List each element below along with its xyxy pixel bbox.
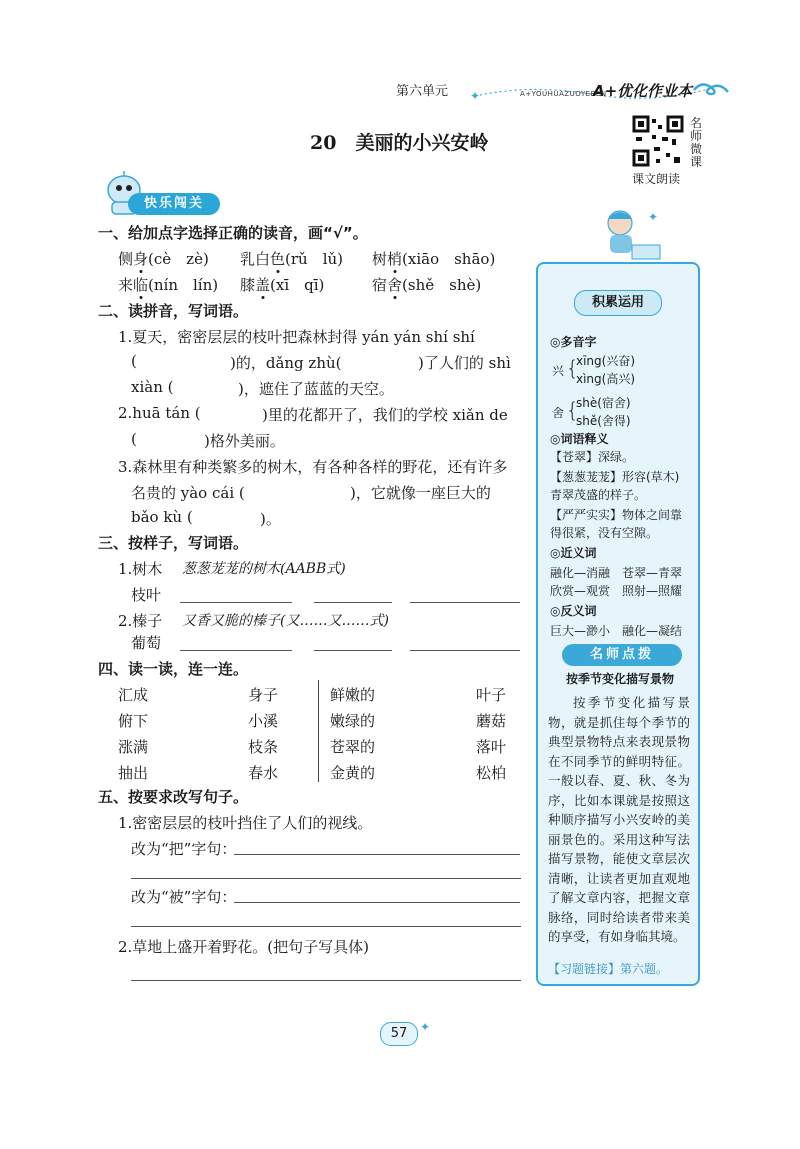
s1-heading: 一、给加点字选择正确的读音，画“√”。	[98, 224, 368, 242]
s1-item-1: 侧身(cè zè)	[118, 250, 209, 268]
section-badge: 快乐闯关	[128, 193, 220, 215]
column-divider	[318, 680, 319, 782]
sidebar-xing-char: 兴	[552, 364, 565, 378]
sidebar-duoyin: ◎多音字	[550, 335, 597, 349]
qr-code-icon[interactable]	[632, 115, 684, 167]
qr-side-text: 名师微课	[690, 116, 703, 169]
match-left-a-4[interactable]: 抽出	[118, 764, 149, 782]
answer-line[interactable]	[410, 650, 520, 651]
s3-heading: 三、按样子，写词语。	[98, 534, 249, 552]
s2-heading: 二、读拼音，写词语。	[98, 302, 249, 320]
match-right-a-4[interactable]: 金黄的	[330, 764, 376, 782]
s1-item-3: 树梢(xiāo shāo)	[372, 250, 496, 268]
s2-q1-line1: 1.夏天，密密层层的枝叶把森林封得 yán yán shí shí	[118, 328, 475, 346]
tips-paragraph: 按季节变化描写景物，就是抓住每个季节的典型景物特点来表现景物在不同季节的鲜明特征。一般以春、夏、秋、冬为序，比如本课就是按照这种顺序描写小兴安岭的美丽景色的。采用这种写法描写景物，能使文章层次清晰，让读者更加直观地了解文章内容，把握文章脉络，同时给读者带来美的享受，有如身临其境。	[548, 695, 690, 944]
sidebar-xing2: xìng(高兴)	[576, 372, 636, 386]
sidebar-def1: 【苍翠】深绿。	[550, 450, 635, 464]
s3-r1-example: 葱葱茏茏的树木(AABB式)	[182, 561, 346, 577]
sidebar-def3a: 【严严实实】物体之间靠	[550, 508, 683, 522]
s2-q3-line1: 3.森林里有种类繁多的树木，有各种各样的野花，还有许多	[118, 458, 508, 476]
s3-r1-word: 枝叶	[131, 586, 162, 604]
unit-label: 第六单元	[396, 84, 449, 99]
match-right-b-4[interactable]: 松柏	[476, 764, 507, 782]
sidebar-def2b: 青翠茂盛的样子。	[550, 488, 647, 502]
sidebar-xing1: xīng(兴奋)	[576, 354, 636, 368]
s3-r2-word: 葡萄	[131, 634, 162, 652]
sidebar-badge: 积累运用	[574, 290, 662, 316]
answer-line[interactable]	[180, 650, 292, 651]
answer-line[interactable]	[131, 878, 521, 879]
match-right-a-2[interactable]: 嫩绿的	[330, 712, 376, 730]
brace-icon: {	[566, 398, 579, 422]
tips-badge: 名师点拨	[562, 644, 682, 666]
match-left-b-2[interactable]: 小溪	[248, 712, 279, 730]
brand-pinyin: A+YOUHUAZUOYEBEN	[520, 90, 607, 98]
s2-q1-line2: )的，dǎng zhù(	[230, 354, 342, 372]
s2-q1-line3a: xiàn (	[131, 378, 174, 396]
match-left-a-2[interactable]: 俯下	[118, 712, 149, 730]
match-right-b-2[interactable]: 蘑菇	[476, 712, 507, 730]
s1-item-5: 膝盖(xī qī)	[240, 276, 325, 294]
brace-icon: {	[566, 356, 579, 380]
s2-q1-open: (	[131, 352, 137, 370]
s2-q3-line3a: bǎo kù (	[131, 508, 193, 526]
sidebar-jinyi: ◎近义词	[550, 546, 597, 560]
s2-q2-line1b: )里的花都开了，我们的学校 xiǎn de	[262, 406, 508, 424]
match-right-a-1[interactable]: 鲜嫩的	[330, 686, 376, 704]
swirl-icon	[690, 78, 730, 100]
s5-q1-bei-label: 改为“被”字句：	[131, 888, 237, 906]
answer-line[interactable]	[234, 902, 520, 903]
tips-subtitle: 按季节变化描写景物	[566, 672, 675, 686]
s3-r2-example: 又香又脆的榛子(又……又……式)	[182, 613, 389, 629]
answer-line[interactable]	[180, 602, 292, 603]
s5-q1-ba-label: 改为“把”字句：	[131, 840, 237, 858]
s2-q3-line3b: )。	[260, 510, 281, 528]
answer-line[interactable]	[131, 926, 521, 927]
s1-item-2: 乳白色(rǔ lǔ)	[240, 250, 344, 268]
s1-item-6: 宿舍(shě shè)	[372, 276, 482, 294]
sidebar-she1: shè(宿舍)	[576, 396, 631, 410]
svg-text:✦: ✦	[648, 210, 659, 224]
sidebar-she-char: 舍	[552, 406, 565, 420]
s5-heading: 五、按要求改写句子。	[98, 788, 249, 806]
sidebar-she2: shě(舍得)	[576, 414, 631, 428]
s1-item-4: 来临(nín lín)	[118, 276, 219, 294]
s2-q3-line2b: )，它就像一座巨大的	[350, 484, 491, 502]
s2-q2-line1a: 2.huā tán (	[118, 404, 201, 422]
match-left-a-1[interactable]: 汇成	[118, 686, 149, 704]
answer-line[interactable]	[314, 650, 392, 651]
sidebar-jin2: 欣赏—观赏 照射—照耀	[550, 584, 683, 598]
s4-heading: 四、读一读，连一连。	[98, 660, 249, 678]
answer-line[interactable]	[410, 602, 520, 603]
match-left-a-3[interactable]: 涨满	[118, 738, 149, 756]
answer-line[interactable]	[234, 854, 520, 855]
s5-q1: 1.密密层层的枝叶挡住了人们的视线。	[118, 814, 373, 832]
s3-r2-label: 2.榛子	[118, 612, 163, 630]
match-left-b-3[interactable]: 枝条	[248, 738, 279, 756]
qr-caption: 课文朗读	[632, 172, 681, 186]
answer-line[interactable]	[314, 602, 392, 603]
sidebar-def3b: 得很紧，没有空隙。	[550, 526, 659, 540]
svg-text:✦: ✦	[470, 89, 481, 103]
student-illustration	[588, 205, 668, 267]
sidebar-fanyi: ◎反义词	[550, 604, 597, 618]
answer-line[interactable]	[131, 980, 521, 981]
match-right-b-1[interactable]: 叶子	[476, 686, 507, 704]
sidebar-ciyu: ◎词语释义	[550, 432, 609, 446]
s2-q1-line3b: )，遮住了蓝蓝的天空。	[238, 380, 394, 398]
page-number: 57	[380, 1022, 418, 1046]
sidebar-fan1: 巨大—渺小 融化—凝结	[550, 624, 683, 638]
sidebar-jin1: 融化—消融 苍翠—青翠	[550, 566, 683, 580]
s5-q2: 2.草地上盛开着野花。(把句子写具体)	[118, 938, 370, 956]
match-left-b-4[interactable]: 春水	[248, 764, 279, 782]
page-title: 20 美丽的小兴安岭	[310, 132, 489, 154]
sidebar-def2a: 【葱葱茏茏】形容(草木)	[550, 470, 680, 484]
match-left-b-1[interactable]: 身子	[248, 686, 279, 704]
match-right-b-3[interactable]: 落叶	[476, 738, 507, 756]
s2-q3-line2a: 名贵的 yào cái (	[131, 484, 245, 502]
s3-r1-label: 1.树木	[118, 560, 163, 578]
exercise-link[interactable]: 【习题链接】第六题。	[548, 962, 669, 976]
match-right-a-3[interactable]: 苍翠的	[330, 738, 376, 756]
s2-q2-open: (	[131, 430, 137, 448]
star-icon: ✦	[420, 1020, 431, 1034]
s2-q1-line2b: )了人们的 shì	[418, 354, 511, 372]
brand-title: A+优化作业本	[593, 82, 693, 100]
s2-q2-line2: )格外美丽。	[204, 432, 285, 450]
